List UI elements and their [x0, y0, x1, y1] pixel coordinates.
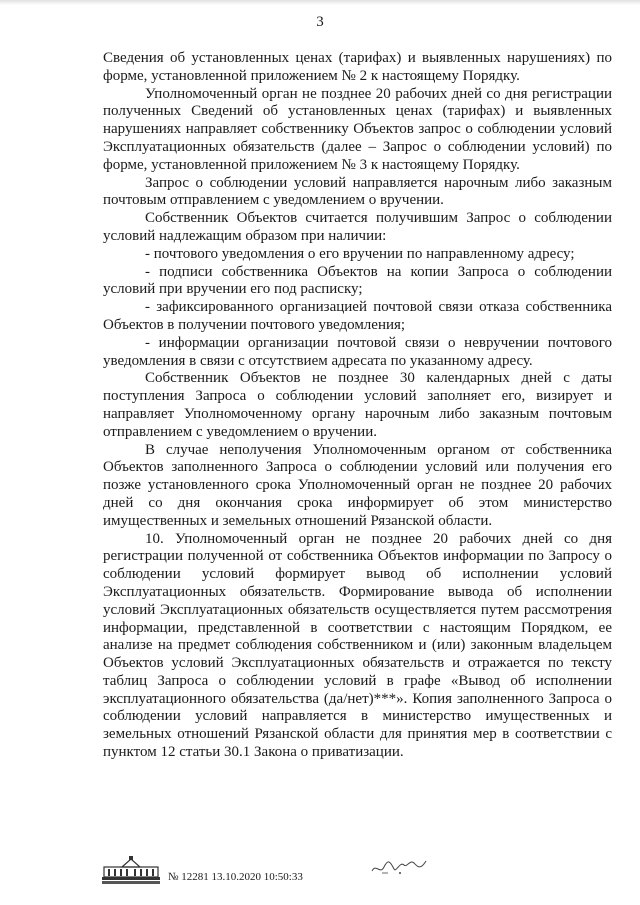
scan-edge: [0, 0, 640, 5]
paragraph-10: 10. Уполномоченный орган не позднее 20 рабочих дней со дня регистрации полученной от собственника Объектов информации по Запросу о соблюдении условий формирует вывод об исполнении условий Эксплуатационных обязательств. Формирование вывода об исполнении условий Эксплуатационных обязательств осуществляется путем рассмотрения информации, представленной в соответствии с настоящим Порядком, ее анализе на предмет соблюдения собственником и (или) законным владельцем Объектов условий Эксплуатационных обязательств и отражается по тексту таблиц Запроса о соблюдении условий в графе «Вывод об исполнении эксплуатационного обязательства (да/нет)***». Копия заполненного Запроса о соблюдении условий направляется в министерство имущественных и земельных отношений Рязанской области для принятия мер в соответствии с пунктом 12 статьи 30.1 Закона о приватизации.: [103, 530, 612, 761]
handwritten-signature-icon: [370, 853, 430, 879]
page-number: 3: [316, 14, 324, 30]
list-item-nondelivery: - информации организации почтовой связи о невручении почтового уведомления в связи с отсутствием адресата по указанному адресу.: [103, 334, 612, 369]
paragraph-6: В случае неполучения Уполномоченным органом от собственника Объектов заполненного Запроса о соблюдении условий или получения его позже установленного срока Уполномоченный орган не позднее 20 рабочих дней со дня окончания срока информирует об этом министерство имущественных и земельных отношений Рязанской области.: [103, 441, 612, 529]
paragraph-4: Собственник Объектов считается получившим Запрос о соблюдении условий надлежащим образом при наличии:: [103, 210, 612, 244]
government-building-logo-icon: [100, 855, 162, 885]
body-text: [103, 50, 612, 762]
paragraph-5: Собственник Объектов не позднее 30 календарных дней с даты поступления Запроса о соблюдении условий заполняет его, визирует и направляет Уполномоченному органу нарочным либо заказным почтовым отправлением с уведомлением о вручении.: [103, 370, 612, 440]
paragraph-1: Сведения об установленных ценах (тарифах) и выявленных нарушениях) по форме, установленной приложением № 2 к настоящему Порядку.: [103, 50, 612, 84]
list-item-postal-notice: - почтового уведомления о его вручении по направленному адресу;: [145, 245, 575, 262]
list-item-refusal: - зафиксированного организацией почтовой связи отказа собственника Объектов в получении почтового уведомления;: [103, 299, 612, 333]
paragraph-2: Уполномоченный орган не позднее 20 рабочих дней со дня регистрации полученных Сведений об установленных ценах (тарифах) и выявленных нарушениях направляет собственнику Объектов запрос о соблюдении условий Эксплуатационных обязательств (далее – Запрос о соблюдении условий) по форме, установленной приложением № 3 к настоящему Порядку.: [103, 85, 612, 173]
paragraph-3: Запрос о соблюдении условий направляется нарочным либо заказным почтовым отправлением с уведомлением о вручении.: [103, 174, 612, 209]
footer: [100, 855, 520, 891]
list-item-signature: - подписи собственника Объектов на копии Запроса о соблюдении условий при вручении его под расписку;: [103, 263, 612, 298]
registration-stamp: № 12281 13.10.2020 10:50:33: [168, 871, 303, 883]
